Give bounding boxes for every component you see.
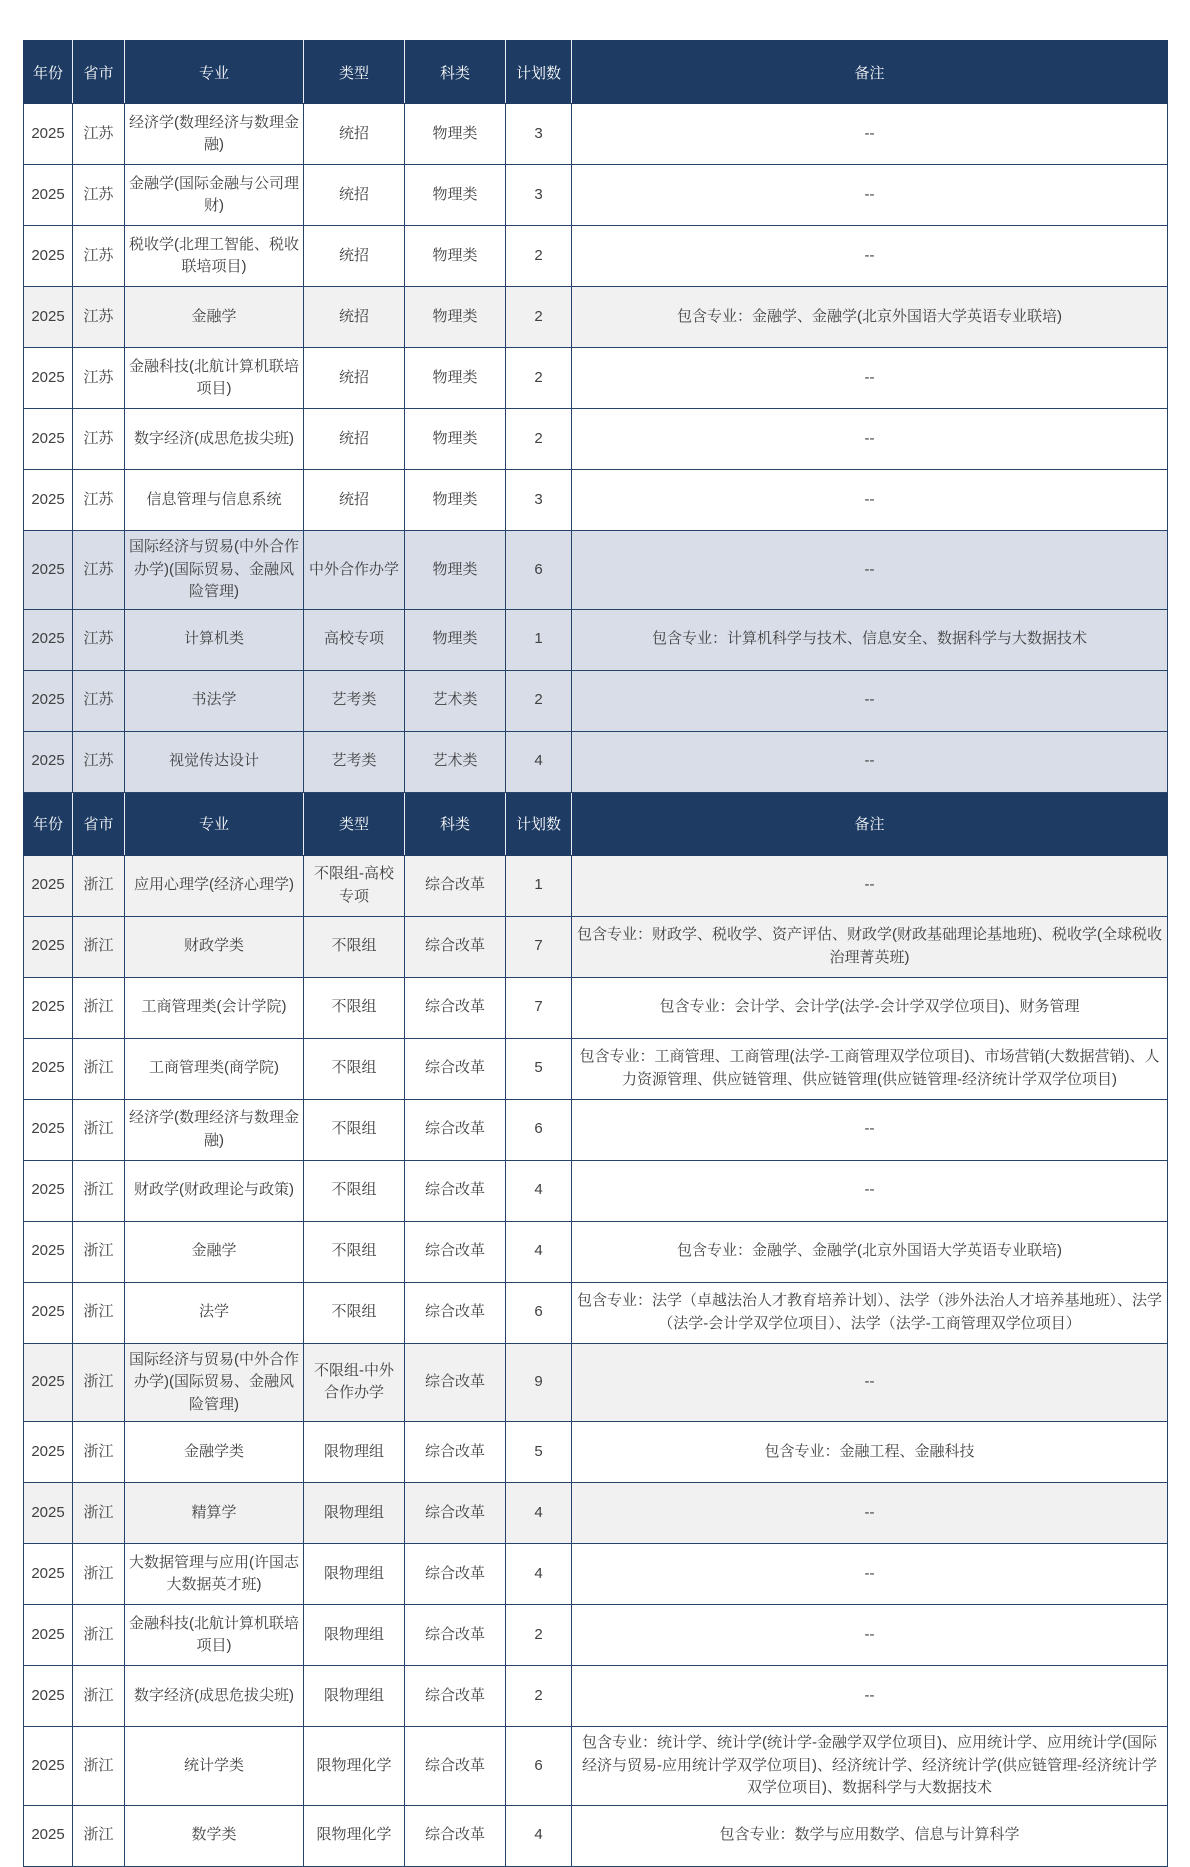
cell-remark: -- [572,1605,1168,1666]
cell-plan: 2 [506,1605,572,1666]
cell-subject: 综合改革 [405,855,506,916]
cell-plan: 6 [506,1099,572,1160]
cell-major: 金融学 [125,1221,304,1282]
header-cell-subject: 科类 [405,792,506,855]
cell-province: 江苏 [73,731,125,792]
cell-remark: 包含专业：金融工程、金融科技 [572,1422,1168,1483]
cell-remark: -- [572,165,1168,226]
cell-year: 2025 [24,1160,73,1221]
cell-year: 2025 [24,1282,73,1343]
cell-year: 2025 [24,226,73,287]
cell-type: 限物理组 [304,1666,405,1727]
cell-plan: 2 [506,409,572,470]
table-row [24,1727,1168,1806]
table-row [24,1605,1168,1666]
header-row [24,41,1168,104]
cell-major: 财政学(财政理论与政策) [125,1160,304,1221]
cell-subject: 综合改革 [405,1282,506,1343]
cell-remark: 包含专业：金融学、金融学(北京外国语大学英语专业联培) [572,287,1168,348]
cell-province: 江苏 [73,104,125,165]
cell-type: 统招 [304,165,405,226]
table-row [24,104,1168,165]
cell-subject: 综合改革 [405,1343,506,1422]
header-cell-type: 类型 [304,792,405,855]
header-cell-plan: 计划数 [506,792,572,855]
cell-type: 不限组 [304,1282,405,1343]
cell-province: 江苏 [73,409,125,470]
table-row [24,1343,1168,1422]
cell-type: 统招 [304,348,405,409]
cell-subject: 物理类 [405,226,506,287]
cell-year: 2025 [24,1666,73,1727]
cell-remark: 包含专业：法学（卓越法治人才教育培养计划）、法学（涉外法治人才培养基地班）、法学（法学-会计学双学位项目）、法学（法学-工商管理双学位项目） [572,1282,1168,1343]
cell-remark: -- [572,1666,1168,1727]
cell-subject: 综合改革 [405,1422,506,1483]
cell-type: 限物理组 [304,1422,405,1483]
cell-province: 江苏 [73,670,125,731]
cell-type: 限物理组 [304,1544,405,1605]
cell-major: 书法学 [125,670,304,731]
cell-province: 江苏 [73,348,125,409]
table-row [24,670,1168,731]
cell-major: 金融学 [125,287,304,348]
table-row [24,348,1168,409]
cell-subject: 综合改革 [405,1727,506,1806]
cell-province: 浙江 [73,1038,125,1099]
cell-subject: 综合改革 [405,1544,506,1605]
cell-subject: 物理类 [405,531,506,610]
cell-province: 浙江 [73,1282,125,1343]
cell-plan: 4 [506,731,572,792]
cell-plan: 6 [506,1282,572,1343]
cell-remark: -- [572,348,1168,409]
cell-year: 2025 [24,531,73,610]
cell-subject: 艺术类 [405,731,506,792]
cell-subject: 物理类 [405,470,506,531]
cell-year: 2025 [24,670,73,731]
cell-year: 2025 [24,977,73,1038]
cell-plan: 1 [506,609,572,670]
cell-type: 中外合作办学 [304,531,405,610]
cell-type: 限物理组 [304,1483,405,1544]
cell-major: 计算机类 [125,609,304,670]
cell-province: 浙江 [73,1422,125,1483]
cell-year: 2025 [24,348,73,409]
cell-type: 统招 [304,226,405,287]
table-row [24,1544,1168,1605]
cell-province: 江苏 [73,165,125,226]
cell-subject: 综合改革 [405,1221,506,1282]
cell-year: 2025 [24,1038,73,1099]
cell-subject: 物理类 [405,348,506,409]
cell-type: 统招 [304,409,405,470]
cell-year: 2025 [24,1605,73,1666]
cell-year: 2025 [24,287,73,348]
cell-subject: 综合改革 [405,1483,506,1544]
table-row [24,916,1168,977]
cell-province: 浙江 [73,1099,125,1160]
cell-plan: 9 [506,1343,572,1422]
admission-plan-table [23,40,1168,1867]
cell-province: 浙江 [73,1666,125,1727]
cell-major: 金融科技(北航计算机联培项目) [125,348,304,409]
header-row [24,792,1168,855]
section-zhejiang [24,792,1168,1866]
cell-plan: 6 [506,1727,572,1806]
cell-plan: 2 [506,287,572,348]
cell-plan: 4 [506,1483,572,1544]
cell-year: 2025 [24,1483,73,1544]
cell-type: 艺考类 [304,670,405,731]
cell-remark: 包含专业：数学与应用数学、信息与计算科学 [572,1805,1168,1866]
header-cell-province: 省市 [73,41,125,104]
cell-remark: -- [572,1483,1168,1544]
table-row [24,1422,1168,1483]
cell-type: 不限组-高校专项 [304,855,405,916]
table-row [24,1282,1168,1343]
cell-province: 浙江 [73,1483,125,1544]
cell-plan: 6 [506,531,572,610]
cell-year: 2025 [24,1422,73,1483]
cell-province: 浙江 [73,855,125,916]
cell-plan: 2 [506,670,572,731]
cell-remark: -- [572,531,1168,610]
cell-year: 2025 [24,609,73,670]
cell-remark: -- [572,409,1168,470]
cell-type: 不限组 [304,916,405,977]
cell-major: 信息管理与信息系统 [125,470,304,531]
cell-type: 不限组-中外合作办学 [304,1343,405,1422]
cell-major: 视觉传达设计 [125,731,304,792]
cell-year: 2025 [24,1727,73,1806]
cell-plan: 5 [506,1038,572,1099]
cell-remark: 包含专业：金融学、金融学(北京外国语大学英语专业联培) [572,1221,1168,1282]
table-row [24,1483,1168,1544]
cell-type: 艺考类 [304,731,405,792]
cell-major: 经济学(数理经济与数理金融) [125,104,304,165]
cell-subject: 艺术类 [405,670,506,731]
cell-type: 限物理化学 [304,1727,405,1806]
cell-province: 浙江 [73,977,125,1038]
cell-remark: -- [572,226,1168,287]
table-row [24,1666,1168,1727]
cell-type: 统招 [304,104,405,165]
cell-type: 不限组 [304,977,405,1038]
cell-year: 2025 [24,916,73,977]
cell-year: 2025 [24,1805,73,1866]
cell-province: 浙江 [73,1544,125,1605]
table-row [24,1160,1168,1221]
cell-type: 统招 [304,470,405,531]
cell-remark: -- [572,1544,1168,1605]
cell-plan: 3 [506,104,572,165]
cell-major: 金融科技(北航计算机联培项目) [125,1605,304,1666]
cell-plan: 3 [506,165,572,226]
header-cell-remark: 备注 [572,41,1168,104]
cell-major: 税收学(北理工智能、税收联培项目) [125,226,304,287]
header-cell-subject: 科类 [405,41,506,104]
table-row [24,226,1168,287]
cell-plan: 7 [506,977,572,1038]
header-cell-type: 类型 [304,41,405,104]
table-row [24,1038,1168,1099]
cell-plan: 2 [506,348,572,409]
cell-remark: -- [572,670,1168,731]
cell-major: 大数据管理与应用(许国志大数据英才班) [125,1544,304,1605]
cell-plan: 4 [506,1160,572,1221]
cell-year: 2025 [24,1099,73,1160]
cell-major: 国际经济与贸易(中外合作办学)(国际贸易、金融风险管理) [125,531,304,610]
cell-subject: 综合改革 [405,1038,506,1099]
header-cell-plan: 计划数 [506,41,572,104]
cell-major: 工商管理类(会计学院) [125,977,304,1038]
cell-major: 统计学类 [125,1727,304,1806]
header-cell-province: 省市 [73,792,125,855]
cell-province: 江苏 [73,531,125,610]
cell-province: 浙江 [73,1605,125,1666]
cell-remark: -- [572,1343,1168,1422]
table-row [24,609,1168,670]
cell-plan: 2 [506,226,572,287]
cell-province: 江苏 [73,470,125,531]
cell-subject: 物理类 [405,287,506,348]
table-row [24,470,1168,531]
cell-subject: 综合改革 [405,1160,506,1221]
cell-plan: 3 [506,470,572,531]
table-row [24,1099,1168,1160]
cell-year: 2025 [24,731,73,792]
cell-province: 江苏 [73,609,125,670]
header-cell-major: 专业 [125,792,304,855]
table-row [24,531,1168,610]
cell-type: 高校专项 [304,609,405,670]
cell-type: 不限组 [304,1160,405,1221]
cell-type: 限物理组 [304,1605,405,1666]
table-row [24,977,1168,1038]
cell-subject: 综合改革 [405,977,506,1038]
cell-major: 精算学 [125,1483,304,1544]
header-cell-remark: 备注 [572,792,1168,855]
cell-subject: 综合改革 [405,1605,506,1666]
cell-province: 浙江 [73,1160,125,1221]
cell-type: 不限组 [304,1221,405,1282]
table-row [24,409,1168,470]
cell-type: 不限组 [304,1038,405,1099]
cell-major: 工商管理类(商学院) [125,1038,304,1099]
cell-year: 2025 [24,855,73,916]
cell-remark: -- [572,1160,1168,1221]
cell-major: 应用心理学(经济心理学) [125,855,304,916]
cell-type: 不限组 [304,1099,405,1160]
cell-major: 金融学(国际金融与公司理财) [125,165,304,226]
cell-plan: 4 [506,1805,572,1866]
table-row [24,731,1168,792]
cell-major: 国际经济与贸易(中外合作办学)(国际贸易、金融风险管理) [125,1343,304,1422]
cell-province: 浙江 [73,1343,125,1422]
cell-year: 2025 [24,104,73,165]
cell-major: 财政学类 [125,916,304,977]
cell-major: 法学 [125,1282,304,1343]
cell-remark: 包含专业：工商管理、工商管理(法学-工商管理双学位项目)、市场营销(大数据营销)、人力资源管理、供应链管理、供应链管理(供应链管理-经济统计学双学位项目) [572,1038,1168,1099]
cell-province: 浙江 [73,1221,125,1282]
cell-plan: 4 [506,1544,572,1605]
header-cell-major: 专业 [125,41,304,104]
table-row [24,1805,1168,1866]
cell-year: 2025 [24,1221,73,1282]
table-row [24,855,1168,916]
cell-province: 浙江 [73,1727,125,1806]
cell-remark: -- [572,104,1168,165]
cell-subject: 物理类 [405,104,506,165]
cell-province: 浙江 [73,1805,125,1866]
cell-major: 数字经济(成思危拔尖班) [125,409,304,470]
cell-year: 2025 [24,409,73,470]
cell-subject: 综合改革 [405,1666,506,1727]
cell-remark: -- [572,470,1168,531]
cell-province: 浙江 [73,916,125,977]
cell-subject: 物理类 [405,409,506,470]
cell-plan: 4 [506,1221,572,1282]
cell-plan: 1 [506,855,572,916]
cell-province: 江苏 [73,287,125,348]
cell-subject: 综合改革 [405,1805,506,1866]
cell-major: 数字经济(成思危拔尖班) [125,1666,304,1727]
cell-subject: 综合改革 [405,1099,506,1160]
cell-remark: 包含专业：会计学、会计学(法学-会计学双学位项目)、财务管理 [572,977,1168,1038]
cell-subject: 综合改革 [405,916,506,977]
header-cell-year: 年份 [24,41,73,104]
cell-subject: 物理类 [405,609,506,670]
cell-major: 金融学类 [125,1422,304,1483]
cell-year: 2025 [24,1343,73,1422]
cell-year: 2025 [24,165,73,226]
cell-major: 数学类 [125,1805,304,1866]
cell-subject: 物理类 [405,165,506,226]
cell-year: 2025 [24,470,73,531]
cell-remark: -- [572,731,1168,792]
cell-plan: 7 [506,916,572,977]
cell-remark: 包含专业：统计学、统计学(统计学-金融学双学位项目)、应用统计学、应用统计学(国际经济与贸易-应用统计学双学位项目)、经济统计学、经济统计学(供应链管理-经济统计学双学位项目)、数据科学与大数据技术 [572,1727,1168,1806]
table-row [24,1221,1168,1282]
table-row [24,165,1168,226]
cell-plan: 5 [506,1422,572,1483]
cell-remark: -- [572,1099,1168,1160]
cell-major: 经济学(数理经济与数理金融) [125,1099,304,1160]
table-row [24,287,1168,348]
cell-type: 限物理化学 [304,1805,405,1866]
cell-province: 江苏 [73,226,125,287]
cell-year: 2025 [24,1544,73,1605]
cell-remark: -- [572,855,1168,916]
cell-remark: 包含专业：计算机科学与技术、信息安全、数据科学与大数据技术 [572,609,1168,670]
cell-type: 统招 [304,287,405,348]
cell-plan: 2 [506,1666,572,1727]
header-cell-year: 年份 [24,792,73,855]
cell-remark: 包含专业：财政学、税收学、资产评估、财政学(财政基础理论基地班)、税收学(全球税收治理菁英班) [572,916,1168,977]
section-jiangsu [24,41,1168,793]
